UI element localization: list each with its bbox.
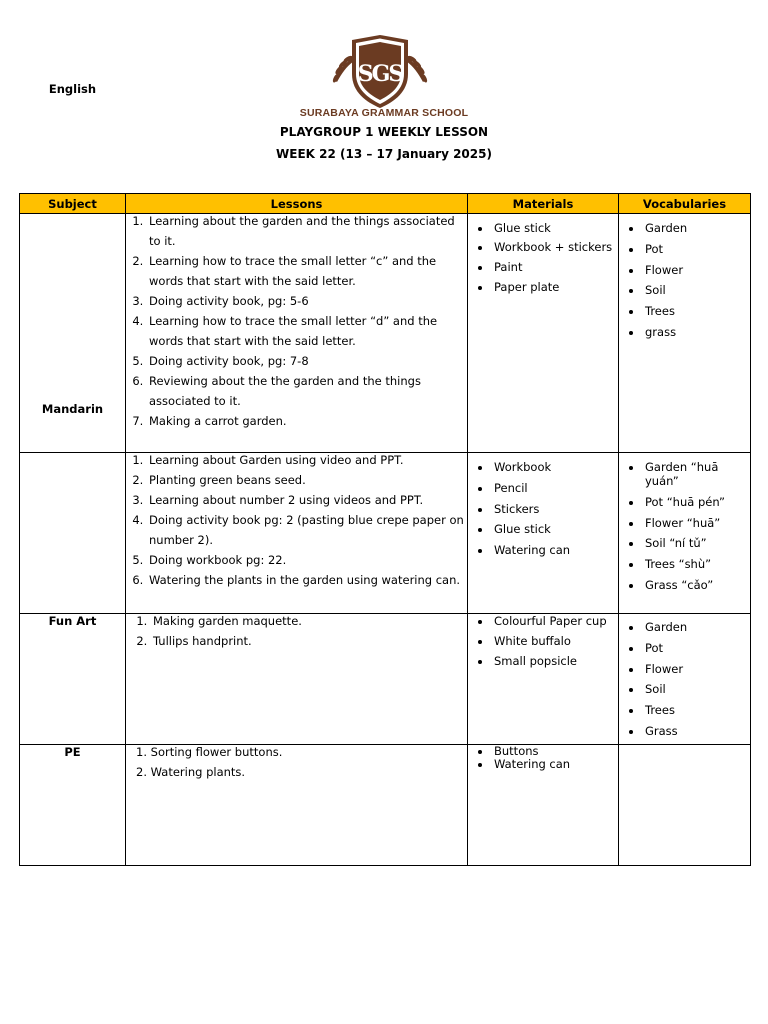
lessons-cell [126,614,468,745]
list-item: 2. Tullips handprint. [151,631,467,651]
list-item: • Garden “huā yuán” [643,460,750,488]
materials-cell [468,745,619,866]
list-item: 4. Doing activity book pg: 2 (pasting blue crepe paper on number 2). [147,510,467,550]
list-item: 3. Doing activity book, pg: 5-6 [147,291,467,311]
list-item: • Garden [643,620,750,634]
lessons-cell [126,453,468,614]
list-item: 3. Learning about number 2 using videos and PPT. [147,490,467,510]
list-item: • Pot [643,242,750,256]
list-item: • Flower “huā” [643,516,750,530]
list-item: 1. Sorting flower buttons. [134,742,467,762]
list-item: • Flower [643,662,750,676]
lessons-list [126,450,467,590]
lessons-list [126,211,467,431]
table-row-mandarin [20,453,751,614]
week-title: WEEK 22 (13 – 17 January 2025) [276,147,492,161]
list-item: • Flower [643,263,750,277]
header-materials: Materials [468,194,619,214]
school-logo [330,34,430,114]
list-item: 6. Watering the plants in the garden using watering can. [147,570,467,590]
list-item: • Pot “huā pén” [643,495,750,509]
table-row-fun-art [20,614,751,745]
list-item: 5. Doing activity book, pg: 7-8 [147,351,467,371]
list-item: • Small popsicle [492,651,618,671]
list-item: • Glue stick [492,522,618,536]
subject-label: Fun Art [48,614,97,628]
header-lessons: Lessons [126,194,468,214]
list-item: • Soil [643,682,750,696]
list-item: • Watering can [492,543,618,557]
subject-cell [20,402,126,614]
vocabularies-list [619,221,750,339]
lessons-list [126,611,467,651]
materials-cell [468,214,619,453]
list-item: • Pot [643,641,750,655]
vocabularies-cell [619,453,751,614]
list-item: • Workbook [492,460,618,474]
subject-label: Mandarin [41,402,104,416]
materials-list [468,745,618,771]
materials-cell [468,453,619,614]
list-item: 2. Planting green beans seed. [147,470,467,490]
list-item: 4. Learning how to trace the small letter “d” and the words that start with the said letter. [147,311,467,351]
list-item: 1. Making garden maquette. [151,611,467,631]
list-item: 7. Making a carrot garden. [147,411,467,431]
table-row-pe [20,745,751,866]
header-vocabularies: Vocabularies [619,194,751,214]
materials-list [468,611,618,671]
list-item: • Grass “cǎo” [643,578,750,592]
subject-cell [20,614,126,745]
subject-label: PE [64,745,81,759]
list-item: • Stickers [492,502,618,516]
list-item: • Soil “ní tǔ” [643,536,750,550]
materials-list [468,460,618,557]
materials-cell [468,614,619,745]
list-item: 1. Learning about the garden and the things associated to it. [147,211,467,251]
vocabularies-list [619,620,750,738]
list-item: 5. Doing workbook pg: 22. [147,550,467,570]
list-item: • Trees “shù” [643,557,750,571]
vocabularies-cell [619,614,751,745]
lessons-cell [126,214,468,453]
lessons-cell [126,745,468,866]
list-item: • Buttons [492,745,618,758]
list-item: • Grass [643,724,750,738]
vocabularies-cell [619,745,751,866]
list-item: • Paper plate [492,280,618,294]
vocabularies-list [619,460,750,592]
list-item: 6. Reviewing about the the garden and the things associated to it. [147,371,467,411]
list-item: 2. Watering plants. [134,762,467,782]
table-row-english [20,214,751,453]
subject-cell [20,745,126,866]
list-item: 2. Learning how to trace the small letter “c” and the words that start with the said letter. [147,251,467,291]
header-subject: Subject [20,194,126,214]
list-item: • Trees [643,703,750,717]
list-item: • Trees [643,304,750,318]
list-item: • Garden [643,221,750,235]
subject-label: English [48,82,97,96]
list-item: • Workbook + stickers [492,241,618,254]
vocabularies-cell [619,214,751,453]
list-item: • Paint [492,260,618,274]
school-name: SURABAYA GRAMMAR SCHOOL [299,107,469,119]
list-item: • Watering can [492,758,618,771]
list-item: • Pencil [492,481,618,495]
list-item: • Soil [643,283,750,297]
list-item: • grass [643,325,750,339]
list-item: • Glue stick [492,221,618,235]
lessons-list [126,742,467,782]
list-item: • White buffalo [492,631,618,651]
list-item: • Colourful Paper cup [492,611,618,631]
page-title: PLAYGROUP 1 WEEKLY LESSON [279,125,489,139]
logo-letters: SGS [357,61,403,87]
list-item: 1. Learning about Garden using video and PPT. [147,450,467,470]
materials-list [468,221,618,294]
